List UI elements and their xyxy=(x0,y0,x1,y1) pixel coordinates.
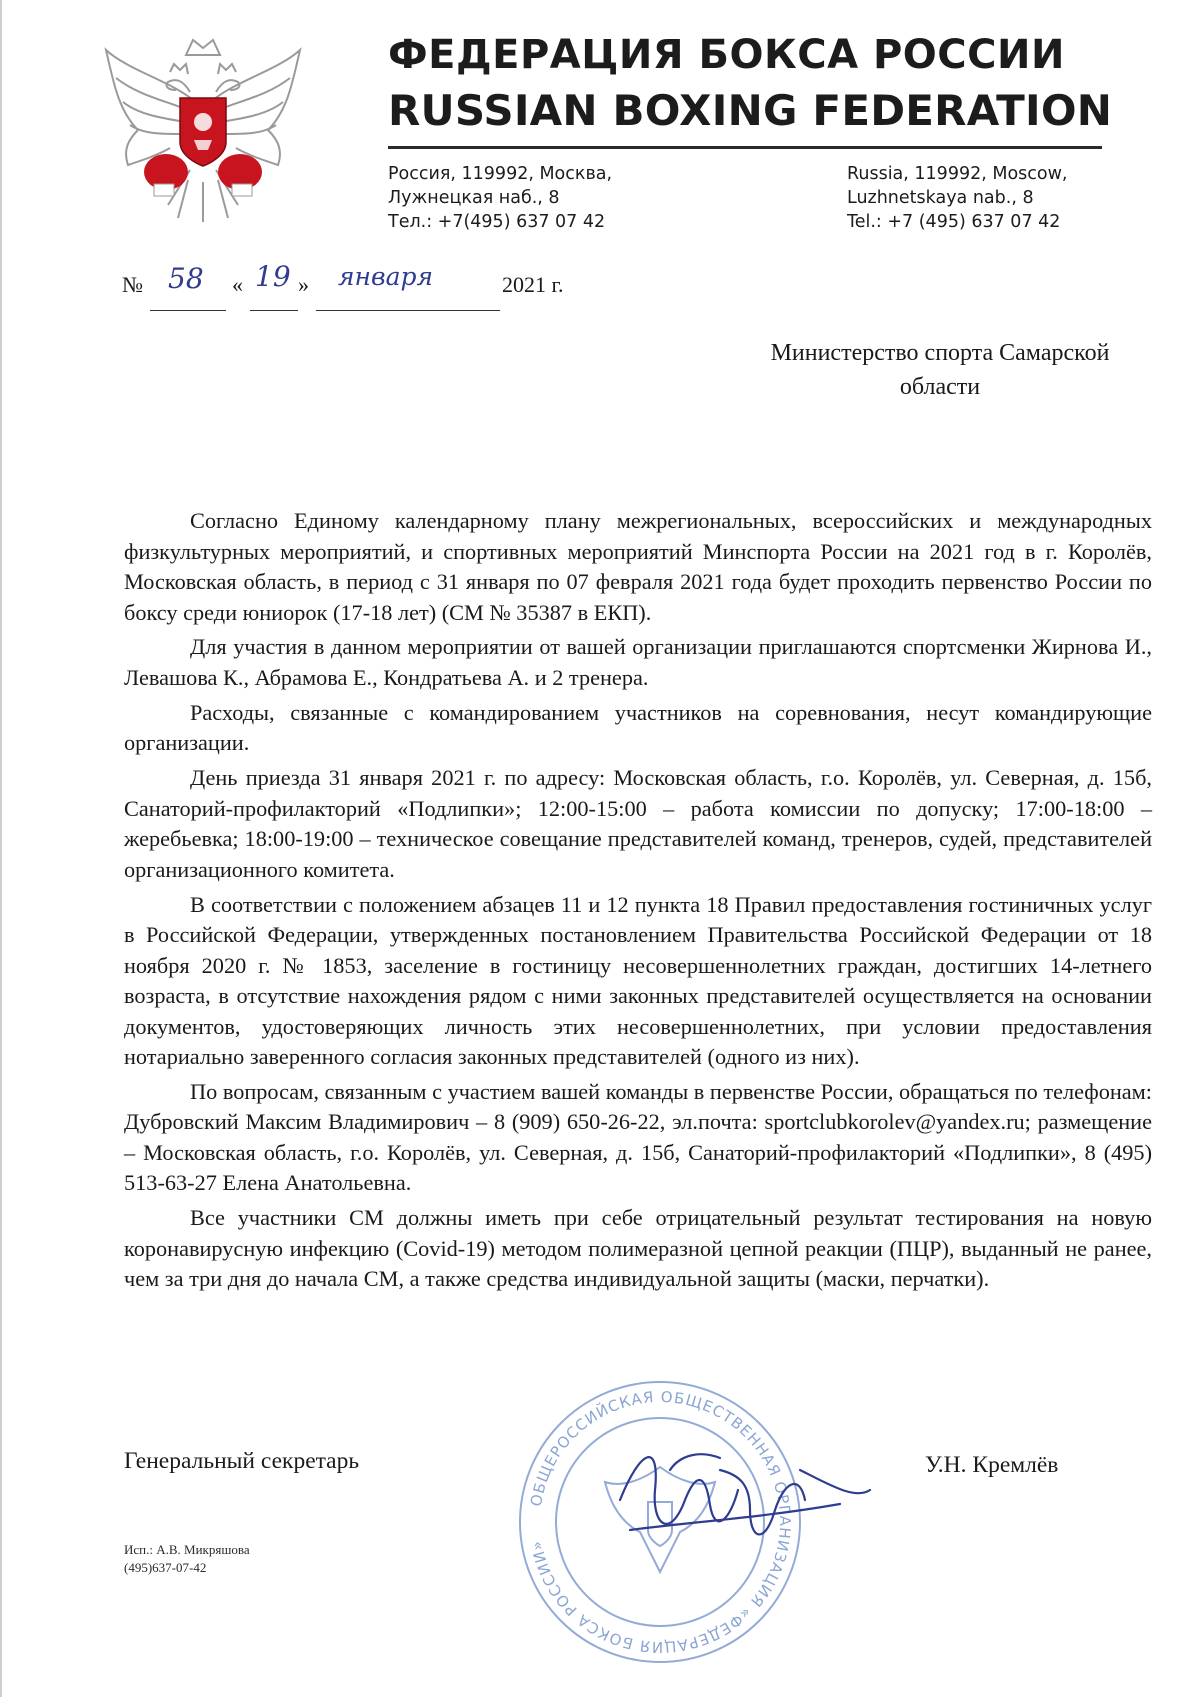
body-paragraph: В соответствии с положением абзацев 11 и 12 пункта 18 Правил предоставления гостиничных услуг в Российской Федерации, утвержденных постановлением Правительства Российской Федерации от 18 ноября 2020 г. № 1853, заселение в гостиницу несовершеннолетних граждан, достигших 14-летнего возраста, в отсутствие нахождения рядом с ними законных представителей осуществляется на основании документов, удостоверяющих личность этих несовершеннолетних, при условии предоставления нотариально заверенного согласия законных представителей (одного из них). xyxy=(124,891,1152,1070)
double-headed-eagle-emblem xyxy=(98,30,308,230)
open-quote: « xyxy=(232,272,243,297)
org-name-ru: ФЕДЕРАЦИЯ БОКСА РОССИИ xyxy=(388,32,1065,78)
header-divider xyxy=(388,146,1102,149)
address-en-line: Luzhnetskaya nab., 8 xyxy=(847,188,1034,208)
address-ru xyxy=(388,162,612,234)
address-ru-line: Россия, 119992, Москва, xyxy=(388,164,613,184)
executor-name: Исп.: А.В. Микряшова xyxy=(124,1542,250,1557)
org-name-en: RUSSIAN BOXING FEDERATION xyxy=(388,86,1113,135)
body-paragraph: Согласно Единому календарному плану межрегиональных, всероссийских и международных физкультурных мероприятий, и спортивных мероприятий Минспорта России на 2021 год в г. Королёв, Московская область, в период с 31 января по 07 февраля 2021 года будет проходить первенство России по боксу среди юниорок (17-18 лет) (СМ № 35387 в ЕКП). xyxy=(124,508,1152,625)
addressee xyxy=(720,336,1160,404)
executor-phone: (495)637-07-42 xyxy=(124,1560,207,1575)
body-paragraph: По вопросам, связанным с участием вашей команды в первенстве России, обращаться по телефонам: Дубровский Максим Владимирович – 8 (909) 650-26-22, эл.почта: sportclubkorolev@yandex.ru; размещение – Московская область, г.о. Королёв, ул. Северная, д. 15б, Санаторий-профилакторий «Подлипки», 8 (495) 513-63-27 Елена Анатольевна. xyxy=(124,1078,1152,1196)
number-sign: № xyxy=(122,272,143,297)
handwritten-signature xyxy=(600,1430,880,1580)
seal-text: ОБЩЕРОССИЙСКАЯ ОБЩЕСТВЕННАЯ ОРГАНИЗАЦИЯ «ФЕДЕРАЦИЯ БОКСА РОССИИ» xyxy=(527,1387,795,1657)
address-en-line: Russia, 119992, Moscow, xyxy=(847,164,1068,184)
signatory-title: Генеральный секретарь xyxy=(124,1448,360,1474)
document-day: 19 xyxy=(255,260,291,293)
addressee-line: Министерство спорта Самарской xyxy=(770,340,1110,366)
address-en xyxy=(847,162,1067,234)
document-number: 58 xyxy=(168,262,204,295)
document-month: января xyxy=(338,262,434,291)
signatory-name: У.Н. Кремлёв xyxy=(925,1452,1059,1478)
document-year: 2021 г. xyxy=(502,272,564,297)
addressee-line: области xyxy=(899,374,981,400)
body-paragraph: День приезда 31 января 2021 г. по адресу: Московская область, г.о. Королёв, ул. Северная, д. 15б, Санаторий-профилакторий «Подлипки»; 12:00-15:00 – работа комиссии по допуску; 17:00-18:00 – жеребьевка; 18:00-19:00 – техническое совещание представителей команд, тренеров, судей, представителей организационного комитета. xyxy=(124,765,1152,882)
address-en-line: Tel.: +7 (495) 637 07 42 xyxy=(847,212,1061,232)
address-ru-line: Лужнецкая наб., 8 xyxy=(388,188,560,208)
body-paragraph: Все участники СМ должны иметь при себе отрицательный результат тестирования на новую коронавирусную инфекцию (Covid-19) методом полимеразной цепной реакции (ПЦР), выданный не ранее, чем за три дня до начала СМ, а также средства индивидуальной защиты (маски, перчатки). xyxy=(124,1205,1152,1292)
body-paragraph: Расходы, связанные с командированием участников на соревнования, несут командирующие организации. xyxy=(124,699,1152,756)
body-paragraph: Для участия в данном мероприятии от вашей организации приглашаются спортсменки Жирнова И., Левашова К., Абрамова Е., Кондратьева А. и 2 тренера. xyxy=(124,634,1152,690)
letter-body xyxy=(124,506,1152,1299)
scan-edge xyxy=(0,0,2,1697)
executor-info xyxy=(124,1541,250,1577)
address-ru-line: Тел.: +7(495) 637 07 42 xyxy=(388,212,606,232)
close-quote: » xyxy=(298,272,309,297)
